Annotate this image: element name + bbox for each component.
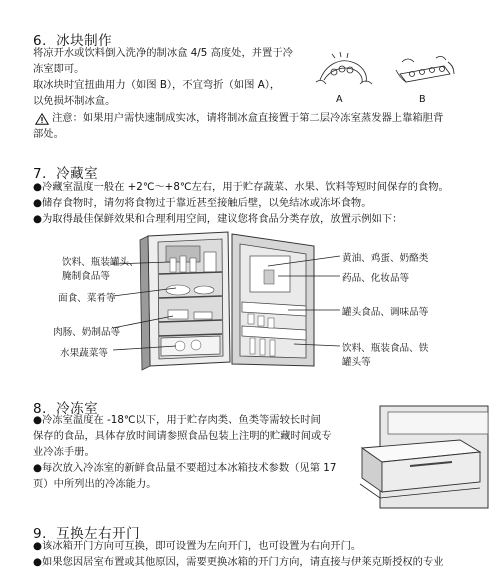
sec6-line-2: 冻室即可。 bbox=[33, 63, 85, 75]
sec8-line-1: ●冷冻室温度在 -18℃以下，用于贮存肉类、鱼类等需较长时间 bbox=[33, 414, 321, 426]
bullet-icon: ● bbox=[33, 213, 42, 225]
warning-triangle-icon bbox=[35, 113, 49, 125]
sec6-note-line-2: 部处。 bbox=[33, 128, 64, 140]
sec7-bullet-2: ●储存食物时，请勿将食物过于靠近甚至接触后壁，以免结冰或冻坏食物。 bbox=[33, 197, 372, 209]
freezer-drawer-illustration bbox=[340, 400, 490, 510]
sec8-line-3: 业冷冻手册。 bbox=[33, 446, 95, 458]
label-drinks-bottled-2: 罐头等 bbox=[342, 357, 371, 368]
sec9-bullet-2: ●如果您因居室布置或其他原因，需要更换冰箱的开门方向，请直接与伊莱克斯授权的专业 bbox=[33, 556, 444, 568]
bullet-icon: ● bbox=[33, 556, 42, 568]
label-sausage-dairy: 肉肠、奶制品等 bbox=[53, 327, 121, 338]
ice-tray-figure-a bbox=[312, 50, 374, 92]
ice-tray-figure-b bbox=[392, 52, 458, 92]
label-fruit-vegetables: 水果蔬菜等 bbox=[60, 348, 108, 359]
figure-label-a: A bbox=[336, 94, 343, 105]
sec6-line-1: 将凉开水或饮料倒入洗净的制冰盒 4/5 高度处，并置于冷 bbox=[33, 47, 293, 59]
bullet-icon: ● bbox=[33, 540, 42, 552]
bullet-icon: ● bbox=[33, 181, 42, 193]
sec7-bullet-3: ●为取得最佳保鲜效果和合理利用空间，建议您将食品分类存放，放置示例如下： bbox=[33, 213, 403, 225]
sec8-line-4: ●每次放入冷冻室的新鲜食品量不要超过本冰箱技术参数（见第 17 bbox=[33, 462, 337, 474]
sec8-line-2: 保存的食品，具体存放时间请参照食品包装上注明的贮藏时间或专 bbox=[33, 430, 332, 442]
sec6-line-4: 以免损坏制冰盒。 bbox=[33, 95, 116, 107]
sec7-bullet-1: ●冷藏室温度一般在 +2℃～+8℃左右，用于贮存蔬菜、水果、饮料等短时间保存的食物。 bbox=[33, 181, 449, 193]
sec6-line-3: 取冰块时宜扭曲用力（如图 B），不宜弯折（如图 A）， bbox=[33, 79, 281, 91]
section-6-title: 6．冰块制作 bbox=[33, 33, 113, 49]
sec8-line-5: 页）中所列出的冷冻能力。 bbox=[33, 478, 157, 490]
label-pickled-food: 腌制食品等 bbox=[62, 271, 110, 282]
bullet-icon: ● bbox=[33, 197, 42, 209]
sec6-note-line-1: 注意：如果用户需快速制成实冰，请将制冰盒直接置于第二层冷冻室蒸发器上靠箱胆背 bbox=[52, 112, 444, 124]
bullet-icon: ● bbox=[33, 462, 42, 474]
section-8-title: 8．冷冻室 bbox=[33, 401, 99, 417]
label-medicine-cosmetics: 药品、化妆品等 bbox=[342, 273, 410, 284]
section-7-title: 7．冷藏室 bbox=[33, 166, 99, 182]
label-drinks-bottled-1: 饮料、瓶装食品、铁 bbox=[342, 343, 429, 354]
label-canned-seasoning: 罐头食品、调味品等 bbox=[342, 307, 429, 318]
section-9-title: 9．互换左右开门 bbox=[33, 526, 141, 542]
label-butter-eggs-cheese: 黄油、鸡蛋、奶酪类 bbox=[342, 253, 429, 264]
label-beverages-cans: 饮料、瓶装罐头、 bbox=[62, 257, 139, 268]
refrigerator-illustration bbox=[118, 226, 346, 372]
label-noodles-dishes: 面食、菜肴等 bbox=[58, 293, 116, 304]
figure-label-b: B bbox=[419, 94, 426, 105]
sec9-bullet-1: ●该冰箱开门方向可互换，即可设置为左向开门，也可设置为右向开门。 bbox=[33, 540, 362, 552]
bullet-icon: ● bbox=[33, 414, 42, 426]
